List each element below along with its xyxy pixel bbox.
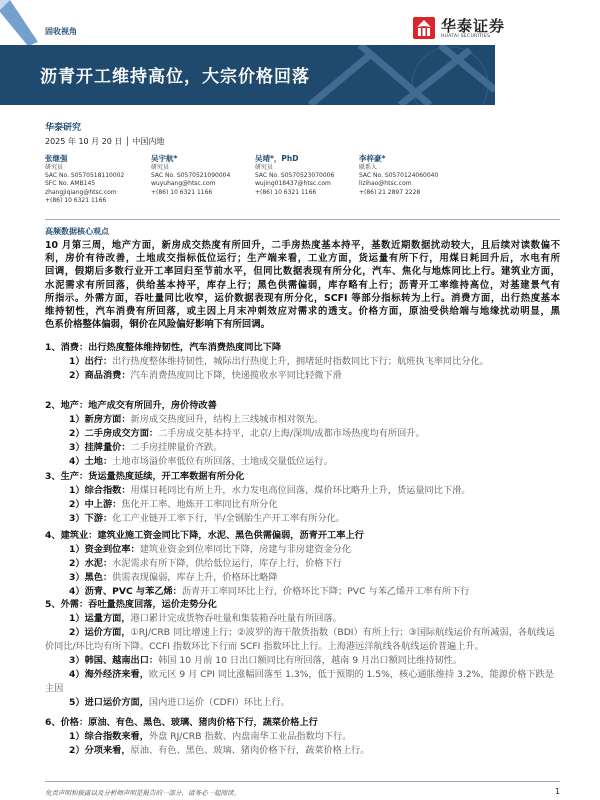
analyst-sac: SAC No. S0570523070006 — [255, 172, 335, 180]
item-text: 欧元区 9 月 CPI 同比涨幅回落至 1.3%，低于预期的 1.5%，核心通胀维持 3.2%，能源价格下跌是主因 — [45, 669, 554, 694]
analyst-phone: +(86) 21 2897 2228 — [359, 188, 421, 196]
item-text: 焦化开工率、地炼开工率同比有所分化 — [121, 499, 278, 510]
section-item — [45, 512, 560, 526]
analyst-card — [151, 154, 256, 197]
section-2 — [45, 399, 560, 469]
item-text: 韩国 10 月前 10 日出口额同比有所回落，越南 9 月出口额同比维持韧性。 — [158, 655, 463, 666]
analyst-role: 研究员 — [255, 164, 274, 171]
analyst-sac: SAC No. S0570518110002 — [45, 172, 125, 180]
section-item — [45, 413, 560, 427]
item-text: 供需表现偏弱，库存上升，价格环比略降 — [112, 572, 278, 583]
section-title: 1、消费：出行热度整体维持韧性，汽车消费热度同比下降 — [45, 342, 282, 353]
item-text: 港口累计完成货物吞吐量和集装箱吞吐量有所回落。 — [130, 613, 342, 624]
item-label: 2）商品消费： — [69, 370, 131, 381]
item-text: ①RJ/CRB 同比增速上行；②波罗的海干散货指数（BDI）有所上行；③国际航线运价有所减弱，各航线运价同比/环比均有所下降。CCFI 指数环比下行而 SCFI 指数环比上行。上海港远洋航线各航线运价普遍上升。 — [45, 627, 555, 652]
item-label: 2）运价方面， — [69, 627, 131, 638]
analyst-name: 吴宇航* — [151, 154, 178, 163]
analyst-card — [45, 154, 150, 205]
analyst-role: 联系人 — [359, 164, 378, 171]
item-text: 用煤日耗同比有所上升，水力发电高位回落，煤价环比略升上升，货运量同比下滑。 — [130, 485, 471, 496]
section-4 — [45, 529, 560, 599]
analyst-sac: SAC No. S0570124060040 — [359, 172, 439, 180]
item-label: 1）综合指数： — [69, 485, 131, 496]
section-item — [45, 668, 560, 696]
item-label: 4）土地： — [69, 456, 113, 467]
item-label: 2）二手房成交方面： — [69, 428, 159, 439]
analyst-phone: +(86) 10 6321 1166 — [151, 188, 213, 196]
section-item — [45, 626, 560, 654]
summary-line: 维持韧性，汽车消费有所回落，或主因上月末冲刺效应对需求的透支。价格方面，原油受供给端与地缘扰动明显，黑 — [45, 306, 560, 318]
summary-line: 水泥需求有所回落，供给基本持平，库存上行；黑色供需偏弱，库存略有上行；沥青开工率维持高位，对基建景气有 — [45, 279, 560, 291]
analyst-role: 研究员 — [151, 164, 170, 171]
item-label: 3）挂牌量价： — [69, 442, 131, 453]
logo-english-name: HUATAI SECURITIES — [441, 33, 491, 39]
section-title: 3、生产：货运量热度延续，开工率数据有所分化 — [45, 471, 245, 482]
section-title: 2、地产：地产成交有所回升，房价待改善 — [45, 400, 217, 411]
analyst-sac: SAC No. S0570521090004 — [151, 172, 231, 180]
item-text: 水泥需求有所下降，供给低位运行，库存上行，价格下行 — [112, 558, 342, 569]
item-label: 1）运量方面， — [69, 613, 131, 624]
section-title: 4、建筑业：建筑业施工资金同比下降，水泥、黑色供需偏弱，沥青开工率上行 — [45, 530, 364, 541]
section-item — [45, 730, 560, 744]
section-item — [45, 498, 560, 512]
summary-line: 所指示。外需方面，吞吐量同比收窄，运价数据表现有所分化，SCFI 等部分指标转为上行。消费方面，出行热度基本 — [45, 292, 560, 304]
item-label: 2）水泥： — [69, 558, 113, 569]
footer-divider — [45, 781, 560, 782]
section-3 — [45, 470, 560, 526]
section-item — [45, 612, 560, 626]
divider — [45, 219, 560, 220]
item-label: 2）中上游： — [69, 499, 122, 510]
item-text: 沥青开工率同环比上行，价格环比下降；PVC 与苯乙烯开工率有所下行 — [181, 586, 470, 597]
title-banner — [0, 45, 495, 105]
item-text: 土地市场溢价率低位有所回落，土地成交量低位运行。 — [112, 456, 333, 467]
analyst-card — [255, 154, 360, 197]
analyst-name: 李梓豪* — [359, 154, 386, 163]
item-text: 二手房成交基本持平，北京/上海/深圳/成都市场热度均有所回升。 — [158, 428, 425, 439]
analyst-card — [359, 154, 464, 197]
section-item — [45, 585, 560, 599]
item-text: 出行热度整体维持韧性，城际出行热度上升，拥堵延时指数同比下行；航班执飞率同比分化。 — [112, 356, 489, 367]
summary-line: 利，房价有待改善，土地成交指标低位运行；生产端来看，工业方面，货运量有所下行，用煤日耗回升后，水电有所 — [45, 253, 560, 265]
item-label: 3）黑色： — [69, 572, 113, 583]
item-text: 汽车消费热度同比下降，快递揽收水平同比轻微下滑 — [130, 370, 342, 381]
summary-line: 回调，假期后多数行业开工率回归至节前水平，但同比数据表现有所分化，汽车、焦化与地炼同比上行。建筑业方面， — [45, 266, 560, 278]
item-label: 1）综合指数来看， — [69, 731, 149, 742]
analyst-name: 张继强 — [45, 154, 68, 163]
item-text: 原油、有色、黑色、玻璃、猪肉价格下行，蔬菜价格上行。 — [130, 745, 370, 756]
page-number: 1 — [555, 787, 561, 796]
section-item — [45, 543, 560, 557]
item-label: 5）进口运价方面， — [69, 697, 149, 708]
analyst-phone: +(86) 10 6321 1166 — [255, 188, 317, 196]
item-text: 二手房挂牌量价齐跌。 — [130, 442, 223, 453]
summary-line: 10 月第三周，地产方面，新房成交热度有所回升，二手房热度基本持平，基数近期数据扰动较大，且后续对读数偏不 — [45, 240, 560, 251]
section-item — [45, 744, 560, 758]
item-label: 3）韩国、越南出口： — [69, 655, 159, 666]
logo-chinese-name: 华泰证券 — [441, 16, 506, 35]
report-date: 2025 年 10 月 20 日 │ 中国内地 — [45, 137, 165, 146]
analyst-email[interactable]: wuyuhang@htsc.com — [151, 180, 216, 188]
item-label: 1）资金到位率： — [69, 544, 140, 555]
section-item — [45, 696, 560, 710]
section-1 — [45, 341, 560, 383]
section-title: 6、价格：原油、有色、黑色、玻璃、猪肉价格下行，蔬菜价格上行 — [45, 717, 318, 728]
item-label: 4）海外经济来看， — [69, 669, 149, 680]
section-6 — [45, 716, 560, 758]
section-item — [45, 427, 560, 441]
corner-decoration — [0, 0, 40, 46]
analyst-phone: +(86) 10 6321 1166 — [45, 196, 107, 204]
item-label: 2）分项来看， — [69, 745, 131, 756]
summary-heading: 高频数据核心观点 — [45, 227, 109, 236]
report-title: 沥青开工维持高位，大宗价格回落 — [40, 67, 310, 87]
section-title: 5、外需：吞吐量热度回落，运价走势分化 — [45, 599, 217, 610]
analyst-sfc: SFC No. AMB145 — [45, 180, 96, 188]
section-item — [45, 441, 560, 455]
item-label: 1）新房方面： — [69, 414, 131, 425]
summary-paragraph — [45, 239, 560, 331]
section-item — [45, 455, 560, 469]
item-label: 3）下游： — [69, 513, 113, 524]
summary-line: 色系价格整体偏弱，铜价在风险偏好影响下有所回调。 — [45, 319, 271, 331]
analyst-name: 吴靖*，PhD — [255, 154, 299, 163]
item-label: 1）出行： — [69, 356, 113, 367]
item-label: 4）沥青、PVC 与苯乙烯： — [69, 586, 182, 597]
section-item — [45, 571, 560, 585]
section-item — [45, 557, 560, 571]
section-item — [45, 484, 560, 498]
analyst-email[interactable]: zhangjiqiang@htsc.com — [45, 188, 117, 196]
item-text: 外盘 RJ/CRB 指数、内盘南华工业品指数均下行。 — [148, 731, 352, 742]
item-text: 新房成交热度回升，结构上三线城市相对领先。 — [130, 414, 324, 425]
analyst-email[interactable]: lizihao@htsc.com — [359, 180, 412, 188]
item-text: 国内进口运价（CDFI）环比上行。 — [148, 697, 290, 708]
item-text: 建筑业资金到位率同比下降，房建与非房建资金分化 — [139, 544, 352, 555]
section-5 — [45, 598, 560, 710]
disclaimer-text: 免责声明和披露以及分析师声明是报告的一部分，请务必一起阅读。 — [45, 789, 240, 797]
section-item — [45, 355, 560, 369]
analyst-email[interactable]: wujing018437@htsc.com — [255, 180, 331, 188]
analyst-role: 研究员 — [45, 164, 64, 171]
item-text: 化工产业链开工率下行，半/全钢胎生产开工率有所分化。 — [112, 513, 345, 524]
company-logo — [413, 14, 563, 42]
section-item — [45, 654, 560, 668]
research-brand: 华泰研究 — [45, 123, 82, 133]
section-item — [45, 369, 560, 383]
huatai-logo-icon — [413, 17, 435, 39]
report-series-label: 固收视角 — [45, 26, 77, 36]
